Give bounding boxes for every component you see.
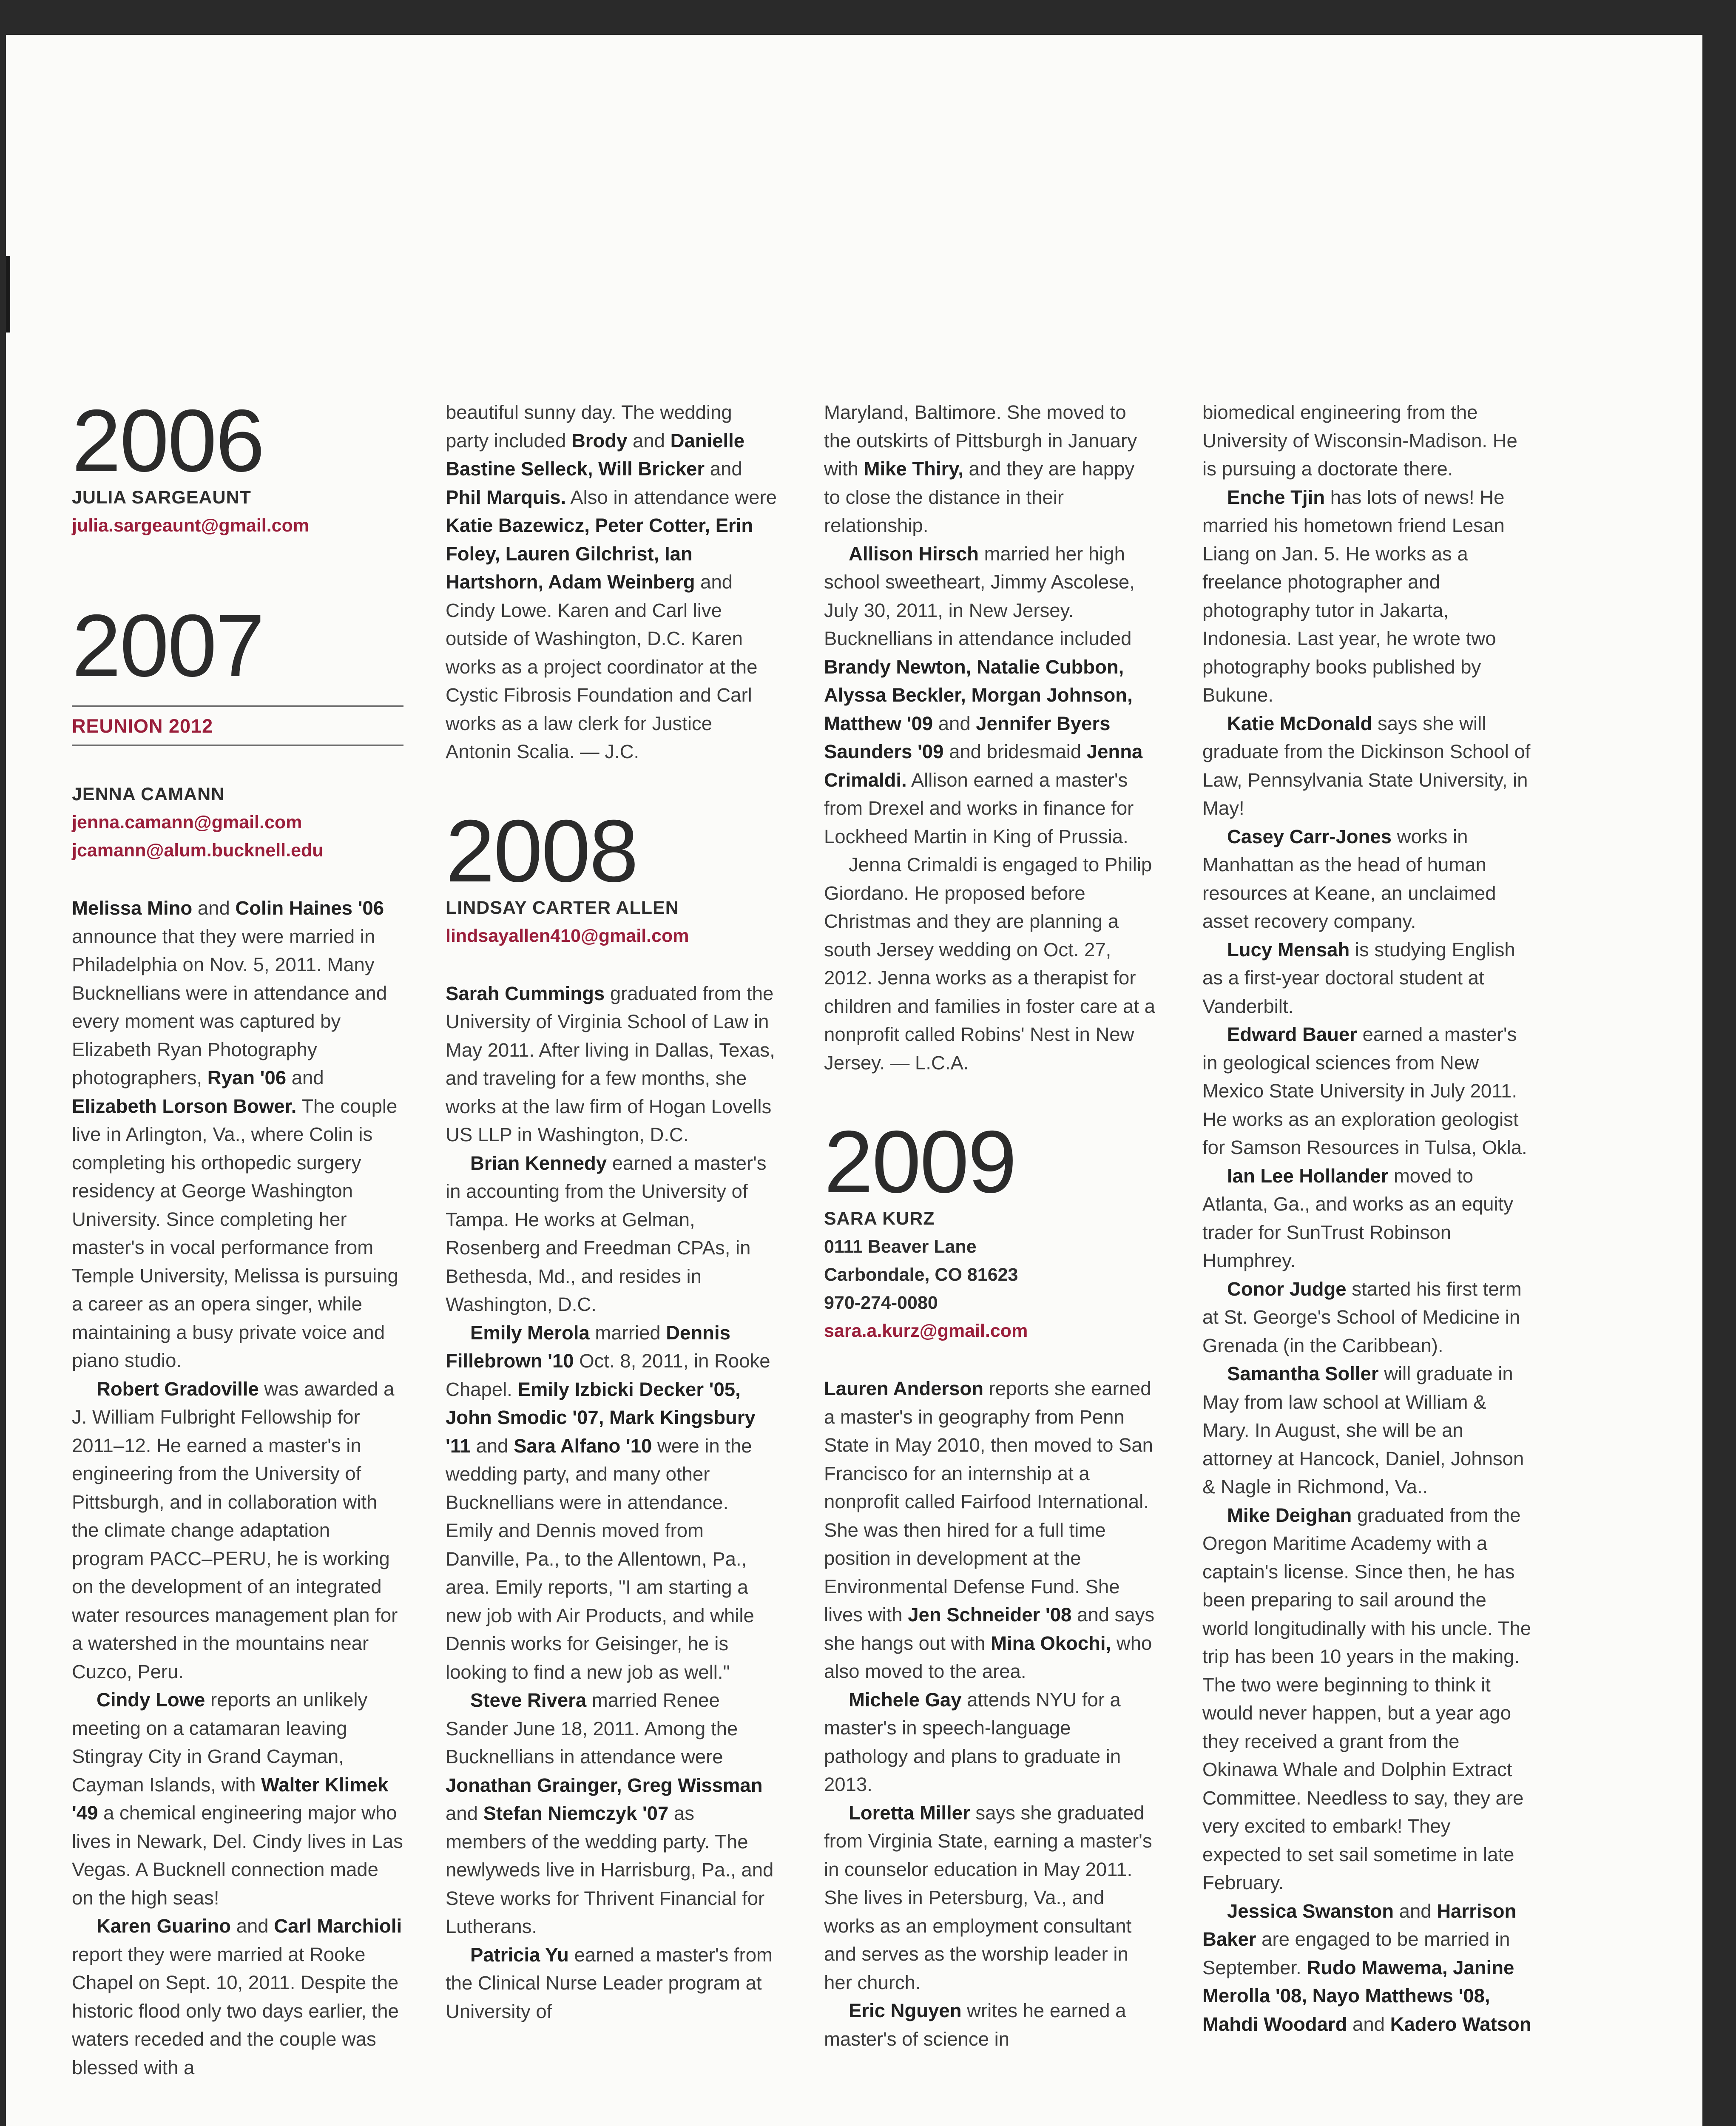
correspondent-email[interactable]: sara.a.kurz@gmail.com [824, 1321, 1028, 1341]
correspondent-email[interactable]: julia.sargeaunt@gmail.com [72, 515, 310, 536]
news-paragraph: Brian Kennedy earned a master's in accounting from the University of Tampa. He works at Gelman, Rosenberg and Freedman CPAs, in Bethesda, Md., and resides in Washington, D.C. [446, 1152, 767, 1315]
correspondent-street: 0111 Beaver Lane [824, 1236, 977, 1257]
correspondent-email[interactable]: lindsayallen410@gmail.com [446, 925, 689, 946]
news-paragraph: Sarah Cummings graduated from the University of Virginia School of Law in May 2011. After living in Dallas, Texas, and traveling for a few months, she works at the law firm of Hogan Lovells US LLP in Washington, D.C. [446, 982, 775, 1145]
news-paragraph: Lauren Anderson reports she earned a master's in geography from Penn State in May 2010, then moved to San Francisco for an internship at a nonprofit called Fairfood International. She was then hired for a full time position in development at the Environmental Defense Fund. She lives with Jen Schneider '08 and says she hangs out with Mina Okochi, who also moved to the area. [824, 1378, 1155, 1682]
magazine-page [6, 35, 1702, 2126]
class-year-2008: 2008 [446, 802, 637, 901]
news-paragraph: Karen Guarino and Carl Marchioli report they were married at Rooke Chapel on Sept. 10, 2011. Despite the historic flood only two days earlier, the waters receded and the couple was blessed with a [72, 1915, 402, 2078]
news-paragraph: Melissa Mino and Colin Haines '06 announce that they were married in Philadelphia on Nov. 5, 2011. Many Bucknellians were in attendance and every moment was captured by Elizabeth Ryan Photography photographers, Ryan '06 and Elizabeth Lorson Bower. The couple live in Arlington, Va., where Colin is completing his orthopedic surgery residency at George Washington University. Since completing her master's in vocal performance from Temple University, Melissa is pursuing a career as an opera singer, while maintaining a busy private voice and piano studio. [72, 897, 398, 1371]
column-2 [446, 398, 777, 2026]
news-paragraph: Patricia Yu earned a master's from the Clinical Nurse Leader program at University of [446, 1944, 773, 2022]
news-paragraph: Jessica Swanston and Harrison Baker are engaged to be married in September. Rudo Mawema, Janine Merolla '08, Nayo Matthews '08, Mahdi Woodard and Kadero Watson [1202, 1900, 1531, 2035]
news-paragraph: Michele Gay attends NYU for a master's in speech-language pathology and plans to graduate in 2013. [824, 1688, 1121, 1795]
news-paragraph: Loretta Miller says she graduated from Virginia State, earning a master's in counselor education in May 2011. She lives in Petersburg, Va., and works as an employment consultant and serves as the worship leader in her church. [824, 1802, 1152, 1993]
news-paragraph: Mike Deighan graduated from the Oregon Maritime Academy with a captain's license. Since then, he has been preparing to sail around the world longitudinally with his uncle. The trip has been 10 years in the making. The two were beginning to think it would never happen, but a year ago they received a grant from the Okinawa Whale and Dolphin Extract Committee. Needless to say, they are very excited to embark! They expected to set sail sometime in late February. [1202, 1504, 1531, 1893]
news-paragraph: Robert Gradoville was awarded a J. William Fulbright Fellowship for 2011–12. He earned a master's in engineering from the University of Pittsburgh, and in collaboration with the climate change adaptation program PACC–PERU, he is working on the development of an integrated water resources management plan for a watershed in the mountains near Cuzco, Peru. [72, 1378, 398, 1683]
news-paragraph: Katie McDonald says she will graduate from the Dickinson School of Law, Pennsylvania State University, in May! [1202, 712, 1531, 819]
news-paragraph: Edward Bauer earned a master's in geological sciences from New Mexico State University in July 2011. He works as an exploration geologist for Samson Resources in Tulsa, Okla. [1202, 1023, 1527, 1158]
correspondent-city: Carbondale, CO 81623 [824, 1265, 1018, 1285]
correspondent-name: SARA KURZ [824, 1208, 935, 1229]
correspondent-phone: 970-274-0080 [824, 1293, 938, 1313]
news-paragraph: Emily Merola married Dennis Fillebrown '10 Oct. 8, 2011, in Rooke Chapel. Emily Izbicki Decker '05, John Smodic '07, Mark Kingsbury '11 and Sara Alfano '10 were in the wedding party, and many other Bucknellians were in attendance. Emily and Dennis moved from Danville, Pa., to the Allentown, Pa., area. Emily reports, "I am starting a new job with Air Products, and while Dennis works for Geisinger, he is looking to find a new job as well." [446, 1322, 770, 1683]
news-paragraph: Samantha Soller will graduate in May from law school at William & Mary. In August, she will be an attorney at Hancock, Daniel, Johnson & Nagle in Richmond, Va.. [1202, 1363, 1524, 1498]
class-year-2006: 2006 [72, 392, 264, 490]
news-paragraph: Eric Nguyen writes he earned a master's of science in [824, 2000, 1126, 2050]
class-year-2007: 2007 [72, 597, 264, 695]
news-paragraph: biomedical engineering from the University of Wisconsin-Madison. He is pursuing a doctorate there. [1202, 401, 1517, 480]
news-paragraph: Maryland, Baltimore. She moved to the outskirts of Pittsburgh in January with Mike Thiry, and they are happy to close the distance in their relationship. [824, 401, 1137, 536]
correspondent-name: JULIA SARGEAUNT [72, 487, 251, 508]
news-paragraph: Conor Judge started his first term at St. George's School of Medicine in Grenada (in the Caribbean). [1202, 1278, 1522, 1356]
news-paragraph: Casey Carr-Jones works in Manhattan as the head of human resources at Keane, an unclaimed asset recovery company. [1202, 825, 1496, 932]
column-4 [1202, 398, 1534, 2038]
news-paragraph: Enche Tjin has lots of news! He married his hometown friend Lesan Liang on Jan. 5. He works as a freelance photographer and photography tutor in Jakarta, Indonesia. Last year, he wrote two photography books published by Bukune. [1202, 486, 1505, 706]
news-paragraph: Cindy Lowe reports an unlikely meeting on a catamaran leaving Stingray City in Grand Cayman, Cayman Islands, with Walter Klimek '49 a chemical engineering major who lives in Newark, Del. Cindy lives in Las Vegas. A Bucknell connection made on the high seas! [72, 1689, 403, 1909]
reunion-banner: REUNION 2012 [72, 705, 403, 746]
column-3 [824, 398, 1156, 2053]
correspondent-email[interactable]: jenna.camann@gmail.com [72, 812, 302, 833]
news-paragraph: Allison Hirsch married her high school sweetheart, Jimmy Ascolese, July 30, 2011, in New Jersey. Bucknellians in attendance included Brandy Newton, Natalie Cubbon, Alyssa Beckler, Morgan Johnson, Matthew '09 and Jennifer Byers Saunders '09 and bridesmaid Jenna Crimaldi. Allison earned a master's from Drexel and works in finance for Lockheed Martin in King of Prussia. [824, 543, 1143, 847]
news-paragraph: Ian Lee Hollander moved to Atlanta, Ga., and works as an equity trader for SunTrust Robinson Humphrey. [1202, 1165, 1513, 1271]
news-paragraph: Lucy Mensah is studying English as a first-year doctoral student at Vanderbilt. [1202, 938, 1515, 1017]
correspondent-name: LINDSAY CARTER ALLEN [446, 897, 679, 918]
news-paragraph: beautiful sunny day. The wedding party included Brody and Danielle Bastine Selleck, Will Bricker and Phil Marquis. Also in attendance were Katie Bazewicz, Peter Cotter, Erin Foley, Lauren Gilchrist, Ian Hartshorn, Adam Weinberg and Cindy Lowe. Karen and Carl live outside of Washington, D.C. Karen works as a project coordinator at the Cystic Fibrosis Foundation and Carl works as a law clerk for Justice Antonin Scalia. — J.C. [446, 401, 777, 762]
class-year-2009: 2009 [824, 1113, 1016, 1211]
correspondent-name: JENNA CAMANN [72, 784, 225, 804]
column-1 [72, 392, 403, 2082]
binding-shadow [6, 256, 10, 333]
correspondent-email-alt[interactable]: jcamann@alum.bucknell.edu [72, 840, 324, 861]
news-paragraph: Jenna Crimaldi is engaged to Philip Giordano. He proposed before Christmas and they are planning a south Jersey wedding on Oct. 27, 2012. Jenna works as a therapist for children and families in foster care at a nonprofit called Robins' Nest in New Jersey. — L.C.A. [824, 854, 1155, 1074]
news-paragraph: Steve Rivera married Renee Sander June 18, 2011. Among the Bucknellians in attendance were Jonathan Grainger, Greg Wissman and Stefan Niemczyk '07 as members of the wedding party. The newlyweds live in Harrisburg, Pa., and Steve works for Thrivent Financial for Lutherans. [446, 1689, 774, 1937]
